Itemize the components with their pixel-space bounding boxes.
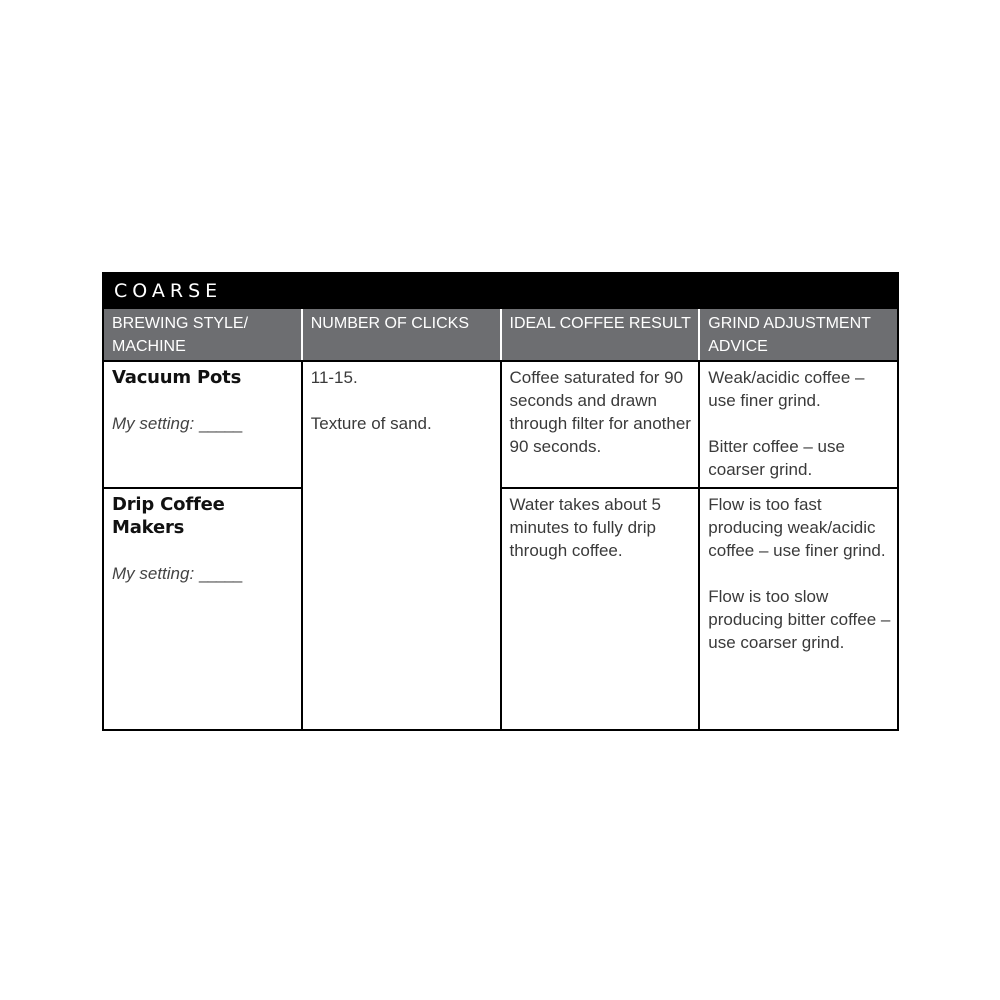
advice-text: Flow is too fast producing weak/acidic coffee – use finer grind. bbox=[708, 495, 886, 560]
header-brewing-style: BREWING STYLE/ MACHINE bbox=[103, 308, 302, 361]
title-row bbox=[103, 273, 898, 308]
my-setting bbox=[112, 412, 295, 435]
advice-text: Weak/acidic coffee – use finer grind. bbox=[708, 368, 865, 410]
header-number-of-clicks: NUMBER OF CLICKS bbox=[302, 308, 501, 361]
setting-blank: _____ bbox=[198, 414, 242, 433]
header-ideal-result: IDEAL COFFEE RESULT bbox=[501, 308, 700, 361]
ideal-result-cell: Water takes about 5 minutes to fully drip through coffee. bbox=[501, 488, 700, 730]
setting-blank: _____ bbox=[198, 564, 242, 583]
style-name: Vacuum Pots bbox=[112, 367, 242, 388]
table-title: COARSE bbox=[103, 273, 898, 308]
clicks-cell bbox=[302, 361, 501, 730]
table-row bbox=[103, 488, 898, 730]
clicks-range: 11-15. bbox=[310, 368, 358, 387]
setting-label: My setting: bbox=[112, 564, 195, 583]
brewing-style-cell bbox=[103, 488, 302, 730]
ideal-result-cell: Coffee saturated for 90 seconds and drawn through filter for another 90 seconds. bbox=[501, 361, 700, 488]
header-row bbox=[103, 308, 898, 361]
advice-cell bbox=[699, 361, 898, 488]
advice-cell bbox=[699, 488, 898, 730]
advice-text: Flow is too slow producing bitter coffee – use coarser grind. bbox=[708, 587, 891, 652]
header-grind-advice: GRIND ADJUSTMENT ADVICE bbox=[699, 308, 898, 361]
advice-text: Bitter coffee – use coarser grind. bbox=[708, 437, 845, 479]
clicks-texture: Texture of sand. bbox=[310, 414, 432, 433]
table-row bbox=[103, 361, 898, 488]
grind-table bbox=[102, 272, 899, 731]
brewing-style-cell bbox=[103, 361, 302, 488]
style-name: Drip Coffee Makers bbox=[112, 494, 225, 538]
my-setting bbox=[112, 562, 295, 585]
setting-label: My setting: bbox=[112, 414, 195, 433]
